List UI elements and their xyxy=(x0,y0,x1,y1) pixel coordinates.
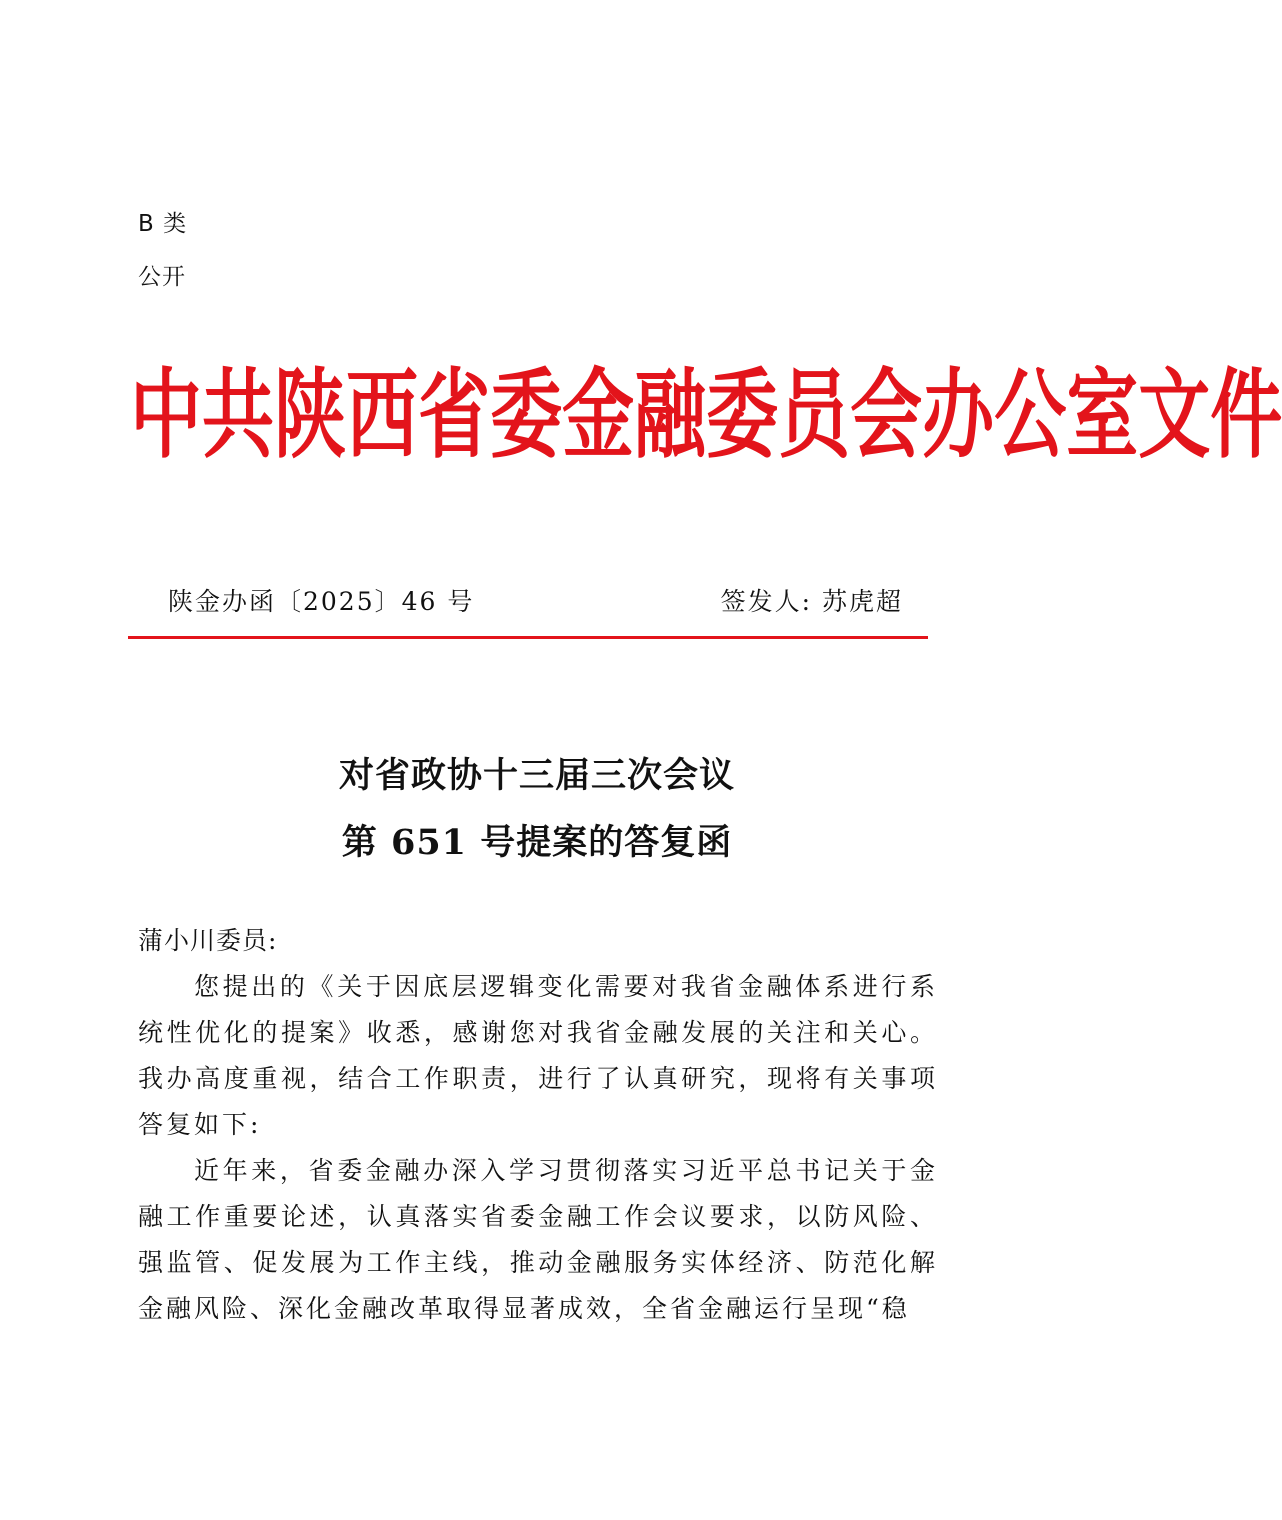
header-char: 委 xyxy=(706,356,779,472)
header-char: 员 xyxy=(778,356,851,472)
header-char: 办 xyxy=(922,356,995,472)
header-char: 西 xyxy=(346,356,419,472)
issuer-signature: 签发人: 苏虎超 xyxy=(720,587,903,616)
header-char: 金 xyxy=(562,356,635,472)
document-info-row xyxy=(168,582,903,622)
header-char: 融 xyxy=(634,356,707,472)
header-char: 公 xyxy=(994,356,1067,472)
header-char: 件 xyxy=(1210,356,1282,472)
disclosure-label: 公开 xyxy=(138,264,186,290)
header-char: 室 xyxy=(1066,356,1139,472)
document-number: 陕金办函〔2025〕46 号 xyxy=(168,587,475,616)
body-paragraph-1: 您提出的《关于因底层逻辑变化需要对我省金融体系进行系统性优化的提案》收悉，感谢您对我省金融发展的关注和关心。我办高度重视，结合工作职责，进行了认真研究，现将有关事项答复如下: xyxy=(138,972,938,1139)
header-char: 文 xyxy=(1138,356,1211,472)
letter-title-line-2: 第 651 号提案的答复函 xyxy=(341,822,733,863)
header-char: 委 xyxy=(490,356,563,472)
letter-body xyxy=(138,918,938,1332)
body-paragraph-2: 近年来，省委金融办深入学习贯彻落实习近平总书记关于金融工作重要论述，认真落实省委金融工作会议要求，以防风险、强监管、促发展为工作主线，推动金融服务实体经济、防范化解金融风险、深化金融改革取得显著成效，全省金融运行呈现“稳 xyxy=(138,1156,938,1323)
header-char: 共 xyxy=(202,356,275,472)
header-char: 中 xyxy=(130,356,203,472)
red-header-title xyxy=(130,356,1282,472)
letter-title-line-1: 对省政协十三届三次会议 xyxy=(338,755,735,796)
red-separator-line xyxy=(128,636,928,639)
salutation: 蒲小川委员: xyxy=(138,926,278,955)
header-char: 省 xyxy=(418,356,491,472)
category-label: B 类 xyxy=(138,211,188,237)
header-char: 会 xyxy=(850,356,923,472)
header-char: 陕 xyxy=(274,356,347,472)
